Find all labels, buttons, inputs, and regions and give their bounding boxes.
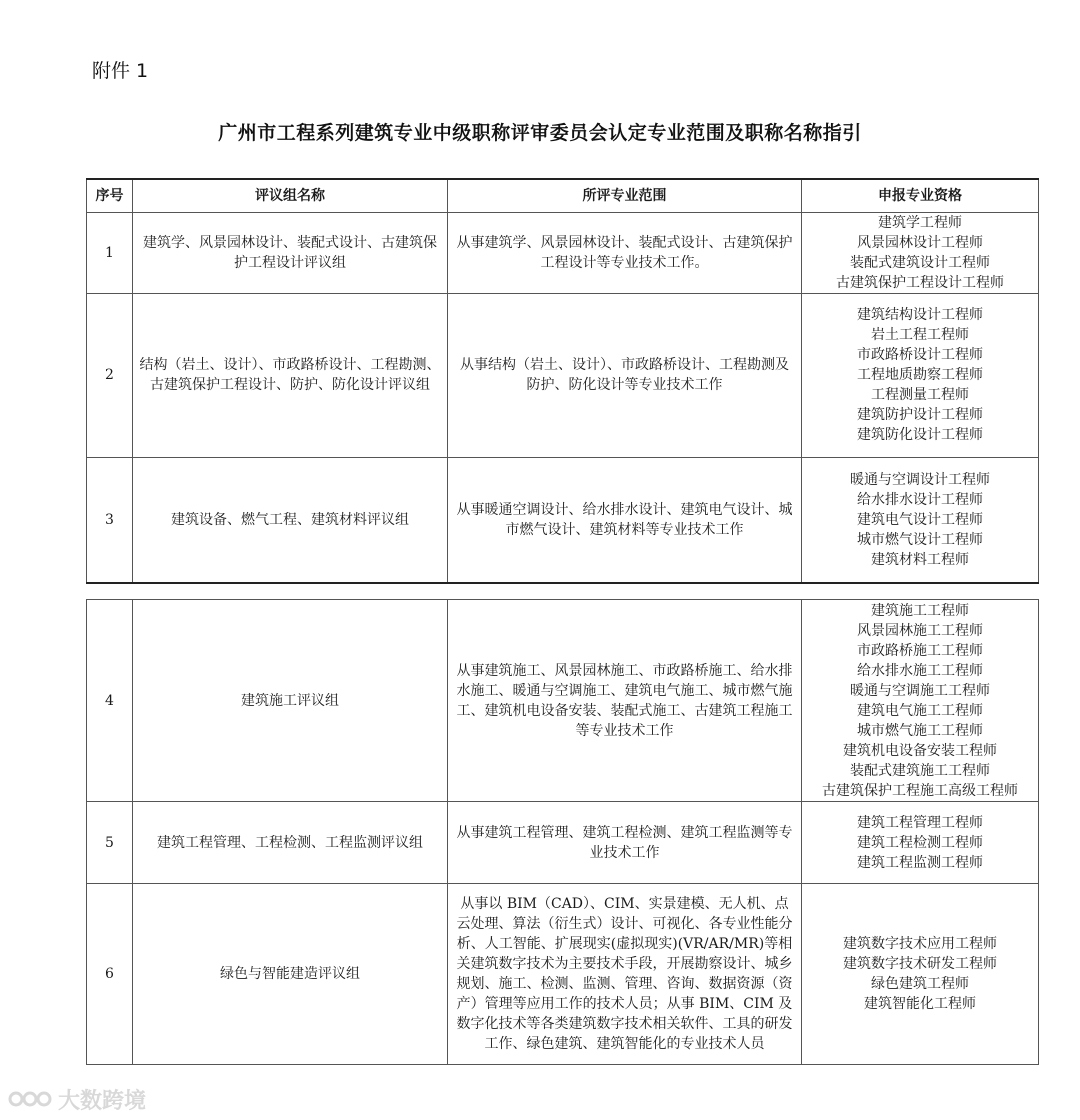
table-row [87, 293, 1039, 457]
qualification-item: 建筑智能化工程师 [864, 996, 976, 1012]
table-row [87, 600, 1039, 802]
qualification-item: 建筑防护设计工程师 [857, 407, 983, 423]
row-qualifications [802, 884, 1039, 1065]
row-group: 建筑学、风景园林设计、装配式设计、古建筑保护工程设计评议组 [133, 212, 448, 293]
qualification-item: 风景园林施工工程师 [857, 622, 983, 639]
row-id: 6 [87, 884, 133, 1065]
table-row [87, 457, 1039, 583]
column-header-id: 序号 [87, 179, 133, 212]
watermark [8, 1084, 146, 1114]
qualification-item: 古建筑保护工程施工高级工程师 [822, 782, 1018, 799]
qualification-item: 装配式建筑设计工程师 [850, 254, 990, 271]
row-id: 4 [87, 600, 133, 802]
qualification-table-part-2 [86, 599, 1039, 1065]
qualification-item: 建筑工程监测工程师 [857, 854, 983, 871]
row-qualifications [802, 802, 1039, 884]
qualification-item: 岩土工程工程师 [871, 327, 969, 343]
watermark-text: 大数跨境 [58, 1088, 147, 1114]
qualification-item: 装配式建筑施工工程师 [850, 762, 990, 779]
qualification-item: 工程地质勘察工程师 [857, 367, 983, 383]
table-row [87, 884, 1039, 1065]
row-group: 结构（岩土、设计）、市政路桥设计、工程勘测、古建筑保护工程设计、防护、防化设计评议组 [133, 293, 448, 457]
qualification-item: 建筑工程检测工程师 [857, 834, 983, 851]
qualification-item: 建筑数字技术应用工程师 [843, 936, 997, 952]
document-title: 广州市工程系列建筑专业中级职称评审委员会认定专业范围及职称名称指引 [218, 122, 862, 144]
row-id: 5 [87, 802, 133, 884]
qualification-item: 建筑材料工程师 [871, 551, 969, 568]
attachment-label: 附件 1 [92, 60, 149, 82]
qualification-item: 建筑防化设计工程师 [857, 427, 983, 443]
qualification-item: 市政路桥施工工程师 [857, 642, 983, 659]
column-header-scope: 所评专业范围 [448, 179, 802, 212]
qualification-item: 建筑机电设备安装工程师 [843, 742, 997, 759]
qualification-item: 古建筑保护工程设计工程师 [836, 274, 1004, 291]
row-group: 绿色与智能建造评议组 [133, 884, 448, 1065]
row-group: 建筑设备、燃气工程、建筑材料评议组 [133, 457, 448, 583]
qualification-item: 暖通与空调施工工程师 [850, 682, 990, 699]
row-qualifications [802, 212, 1039, 293]
qualification-item: 建筑学工程师 [878, 214, 962, 231]
qualification-item: 给水排水施工工程师 [857, 662, 983, 679]
column-header-qualifications: 申报专业资格 [802, 179, 1039, 212]
column-header-group: 评议组名称 [133, 179, 448, 212]
table-row [87, 212, 1039, 293]
qualification-item: 建筑工程管理工程师 [857, 814, 983, 831]
qualification-item: 工程测量工程师 [871, 387, 969, 403]
row-scope: 从事以 BIM（CAD）、CIM、实景建模、无人机、点云处理、算法（衍生式）设计、可视化、各专业性能分析、人工智能、扩展现实(虚拟现实)(VR/AR/MR)等相关建筑数字技术为主要技术手段，开展勘察设计、城乡规划、施工、检测、监测、管理、咨询、数据资源（资产）管理等应用工作的技术人员；从事 BIM、CIM 及数字化技术等各类建筑数字技术相关软件、工具的研发工作、绿色建筑、建筑智能化的专业技术人员 [448, 884, 802, 1065]
qualification-item: 给水排水设计工程师 [857, 491, 983, 508]
row-id: 2 [87, 293, 133, 457]
row-qualifications [802, 293, 1039, 457]
qualification-item: 建筑电气施工工程师 [857, 702, 983, 719]
qualification-table-part-1 [86, 178, 1039, 584]
row-qualifications [802, 457, 1039, 583]
qualification-item: 城市燃气设计工程师 [857, 531, 983, 548]
qualification-item: 绿色建筑工程师 [871, 976, 969, 992]
row-id: 3 [87, 457, 133, 583]
qualification-item: 建筑电气设计工程师 [857, 511, 983, 528]
row-group: 建筑施工评议组 [133, 600, 448, 802]
row-group: 建筑工程管理、工程检测、工程监测评议组 [133, 802, 448, 884]
table-header-row [87, 179, 1039, 212]
row-scope: 从事建筑学、风景园林设计、装配式设计、古建筑保护工程设计等专业技术工作。 [448, 212, 802, 293]
qualification-item: 建筑结构设计工程师 [857, 307, 983, 323]
row-scope: 从事建筑施工、风景园林施工、市政路桥施工、给水排水施工、暖通与空调施工、建筑电气施工、城市燃气施工、建筑机电设备安装、装配式施工、古建筑工程施工等专业技术工作 [448, 600, 802, 802]
row-scope: 从事暖通空调设计、给水排水设计、建筑电气设计、城市燃气设计、建筑材料等专业技术工作 [448, 457, 802, 583]
row-qualifications [802, 600, 1039, 802]
qualification-item: 暖通与空调设计工程师 [850, 471, 990, 488]
qualification-item: 风景园林设计工程师 [857, 234, 983, 251]
qualification-item: 市政路桥设计工程师 [857, 347, 983, 363]
table-row [87, 802, 1039, 884]
qualification-item: 建筑施工工程师 [871, 602, 969, 619]
watermark-logo-icon [8, 1086, 52, 1112]
qualification-item: 城市燃气施工工程师 [857, 722, 983, 739]
row-scope: 从事建筑工程管理、建筑工程检测、建筑工程监测等专业技术工作 [448, 802, 802, 884]
row-scope: 从事结构（岩土、设计）、市政路桥设计、工程勘测及防护、防化设计等专业技术工作 [448, 293, 802, 457]
row-id: 1 [87, 212, 133, 293]
qualification-item: 建筑数字技术研发工程师 [843, 956, 997, 972]
